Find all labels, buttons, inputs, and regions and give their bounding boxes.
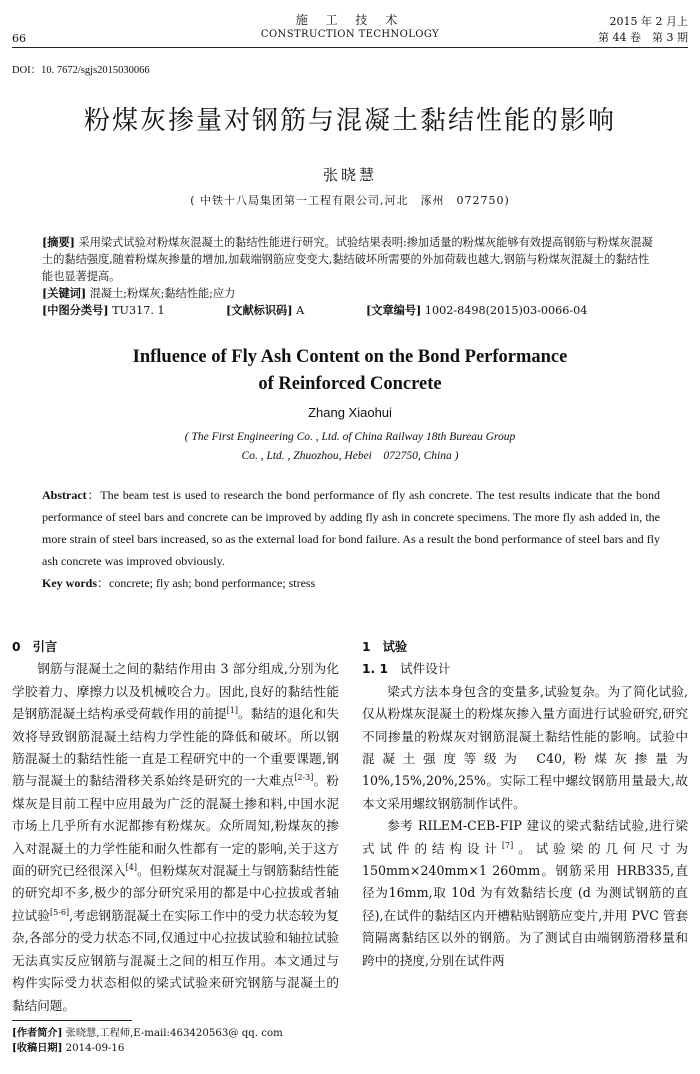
footnote [12,1020,339,1056]
page-number: 66 [12,32,26,45]
journal-name-cn: 施 工 技 术 [295,13,405,27]
footnote-author [12,1026,339,1041]
footnote-date-label: [收稿日期] [12,1042,63,1054]
affiliation-en-line2: Co. , Ltd. , Zhuozhou, Hebei 072750, China ) [241,450,459,462]
abstract-en-body: The beam test is used to research the bond performance of fly ash concrete. The test results indicate that the bond performance of steel bars and concrete can be improved by adding fly ash in concrete specimens. The more fly ash added in, the more strain of steel bars increased, so as the external load for bond failure. As a result the bond performance of steel bars and fly ash concrete was improved obviously. [42,488,660,568]
section-0-title: 引言 [32,640,58,654]
specimen-text-b: 。试验梁的几何尺寸为150mm×240mm×1 260mm。钢筋采用 HRB335,直径为16mm,取 10d 为有效黏结长度 (d 为测试钢筋的直径),在试件的黏结区内开槽粘贴钢筋应变片,并用 PVC 管套筒隔离黏结区以外的钢筋。为了测试自由端钢筋滑移量和跨中的挠度,分别在试件两 [362,840,689,968]
intro-text-d: 。但粉煤灰对混凝土与钢筋黏结性能的研究却不多,极少的部分研究采用的都是中心拉拔或者轴拉试验 [12,863,340,923]
issue-volume: 第 44 卷 第 3 期 [598,31,688,44]
doc-code-field [226,302,304,319]
specimen-text-a: 参考 RILEM-CEB-FIP 建议的梁式黏结试验,进行梁式试件的结构设计 [362,818,688,856]
keywords-cn-label: [关键词] [42,286,87,300]
keywords-en-text: concrete; fly ash; bond performance; stress [109,576,316,590]
classification-row [42,302,660,319]
section-1-title: 试验 [382,640,408,654]
issue-info [598,14,688,46]
footnote-date-text: 2014-09-16 [65,1043,125,1054]
section-0-heading [12,636,339,658]
author-cn: 张晓慧 [322,166,377,184]
doc-code-label: [文献标识码] [226,303,293,317]
affiliation-cn: ( 中铁十八局集团第一工程有限公司,河北 涿州 072750) [190,194,510,207]
doi: DOI：10. 7672/sgjs2015030066 [12,65,150,76]
design-paragraph: 梁式方法本身包含的变量多,试验复杂。为了简化试验,仅从粉煤灰混凝土的粉煤灰掺入量方面进行试验研究,研究不同掺量的粉煤灰对钢筋混凝土黏结性能的影响。试验中混凝土强度等级为 C40,粉煤灰掺量为 10%,15%,20%,25%。实际工程中螺纹钢筋用量最大,故本文采用螺纹钢筋制作试件。 [362,683,688,811]
section-1-number: 1 [362,640,371,654]
section-1-1-title: 试件设计 [400,661,451,677]
clc-value: TU317. 1 [112,304,165,317]
citation-2: [2-3] [294,773,314,783]
section-1-1-number: 1. 1 [362,662,389,677]
article-no-label: [文章编号] [366,303,422,317]
title-en-line2: of Reinforced Concrete [258,374,442,394]
page-header [12,8,688,48]
citation-4: [5-6] [49,907,70,917]
issue-date: 2015 年 2 月上 [609,15,688,28]
abstract-en-label: Abstract [42,488,87,502]
citation-5: [7] [501,840,514,850]
footnote-rule [12,1020,132,1021]
article-no-field [366,302,587,319]
affiliation-en-line1: ( The First Engineering Co. , Ltd. of China Railway 18th Bureau Group [184,431,516,443]
keywords-cn [42,285,660,302]
citation-3: [4] [125,862,137,872]
intro-text-b: 。黏结的退化和失效将导致钢筋混凝土结构力学性能的降低和破坏。所以钢筋混凝土的黏结性能一直是工程研究中的一个重要课题,钢筋与混凝土的黏结滑移关系始终是研究的一大难点 [12,706,340,789]
clc-field [42,302,165,319]
article-no-value: 1002-8498(2015)03-0066-04 [424,304,588,317]
author-en: Zhang Xiaohui [308,405,392,420]
intro-text-e: ,考虑钢筋混凝土在实际工作中的受力状态较为复杂,各部分的受力状态不同,仅通过中心拉拔试验和轴拉试验无法真实反应钢筋与混凝土之间的相互作用。本文通过与构件实际受力状态相似的梁式试验来研究钢筋与混凝土的黏结问题。 [12,907,339,1013]
footnote-date [12,1041,339,1056]
section-1-heading [362,636,688,658]
clc-label: [中图分类号] [42,303,109,317]
section-0-number: 0 [12,640,21,654]
doc-code-value: A [296,304,305,317]
journal-name [12,13,688,42]
intro-text-c: 。粉煤灰是目前工程中应用最为广泛的混凝土掺和料,中国水泥市场上几乎所有水泥都掺有粉煤灰。众所周知,粉煤灰的掺入对混凝土的力学性能和耐久性都有一定的影响,关于这方面的研究已经很深入 [12,773,339,879]
footnote-author-text: 张晓慧,工程师,E-mail:463420563@ qq. com [65,1028,283,1039]
intro-paragraph [12,658,339,1017]
abstract-cn [42,234,660,319]
body-column-right [362,636,688,972]
title-en-line1: Influence of Fly Ash Content on the Bond Performance [132,347,568,367]
keywords-en-label: Key words [42,576,97,590]
specimen-paragraph [362,815,688,972]
abstract-en [42,484,660,594]
footnote-author-label: [作者简介] [12,1027,63,1039]
keywords-en: Key words：concrete; fly ash; bond performance; stress [42,576,316,590]
citation-1: [1] [226,706,238,716]
abstract-cn-text [42,234,660,285]
affiliation-en [0,428,700,466]
title-en [40,344,660,398]
keywords-cn-text: 混凝土;粉煤灰;黏结性能;应力 [89,287,236,300]
abstract-cn-label: [摘要] [42,235,75,249]
body-column-left [12,636,339,1017]
intro-text-a: 钢筋与混凝土之间的黏结作用由 3 部分组成,分别为化学胶着力、摩擦力以及机械咬合力。因此,良好的黏结性能是钢筋混凝土结构承受荷载作用的前提 [12,661,339,722]
abstract-cn-body: 采用梁式试验对粉煤灰混凝土的黏结性能进行研究。试验结果表明:掺加适量的粉煤灰能够有效提高钢筋与粉煤灰混凝土的黏结强度,随着粉煤灰掺量的增加,加载端钢筋应变变大,黏结破坏所需要的外加荷载也越大,钢筋与粉煤灰混凝土的黏结性能也显著提高。 [42,236,653,283]
title-cn: 粉煤灰掺量对钢筋与混凝土黏结性能的影响 [83,106,616,136]
section-1-1-heading [362,658,688,680]
abstract-en-text: Abstract：The beam test is used to research the bond performance of fly ash concrete. The test results indicate that the bond performance of steel bars and concrete can be improved by adding fly ash in concrete specimens. The more fly ash added in, the more strain of steel bars increased, so as the external load for bond failure. As a result the bond performance of steel bars and fly ash concrete was improved obviously. [42,488,660,568]
journal-name-en: CONSTRUCTION TECHNOLOGY [260,29,440,40]
